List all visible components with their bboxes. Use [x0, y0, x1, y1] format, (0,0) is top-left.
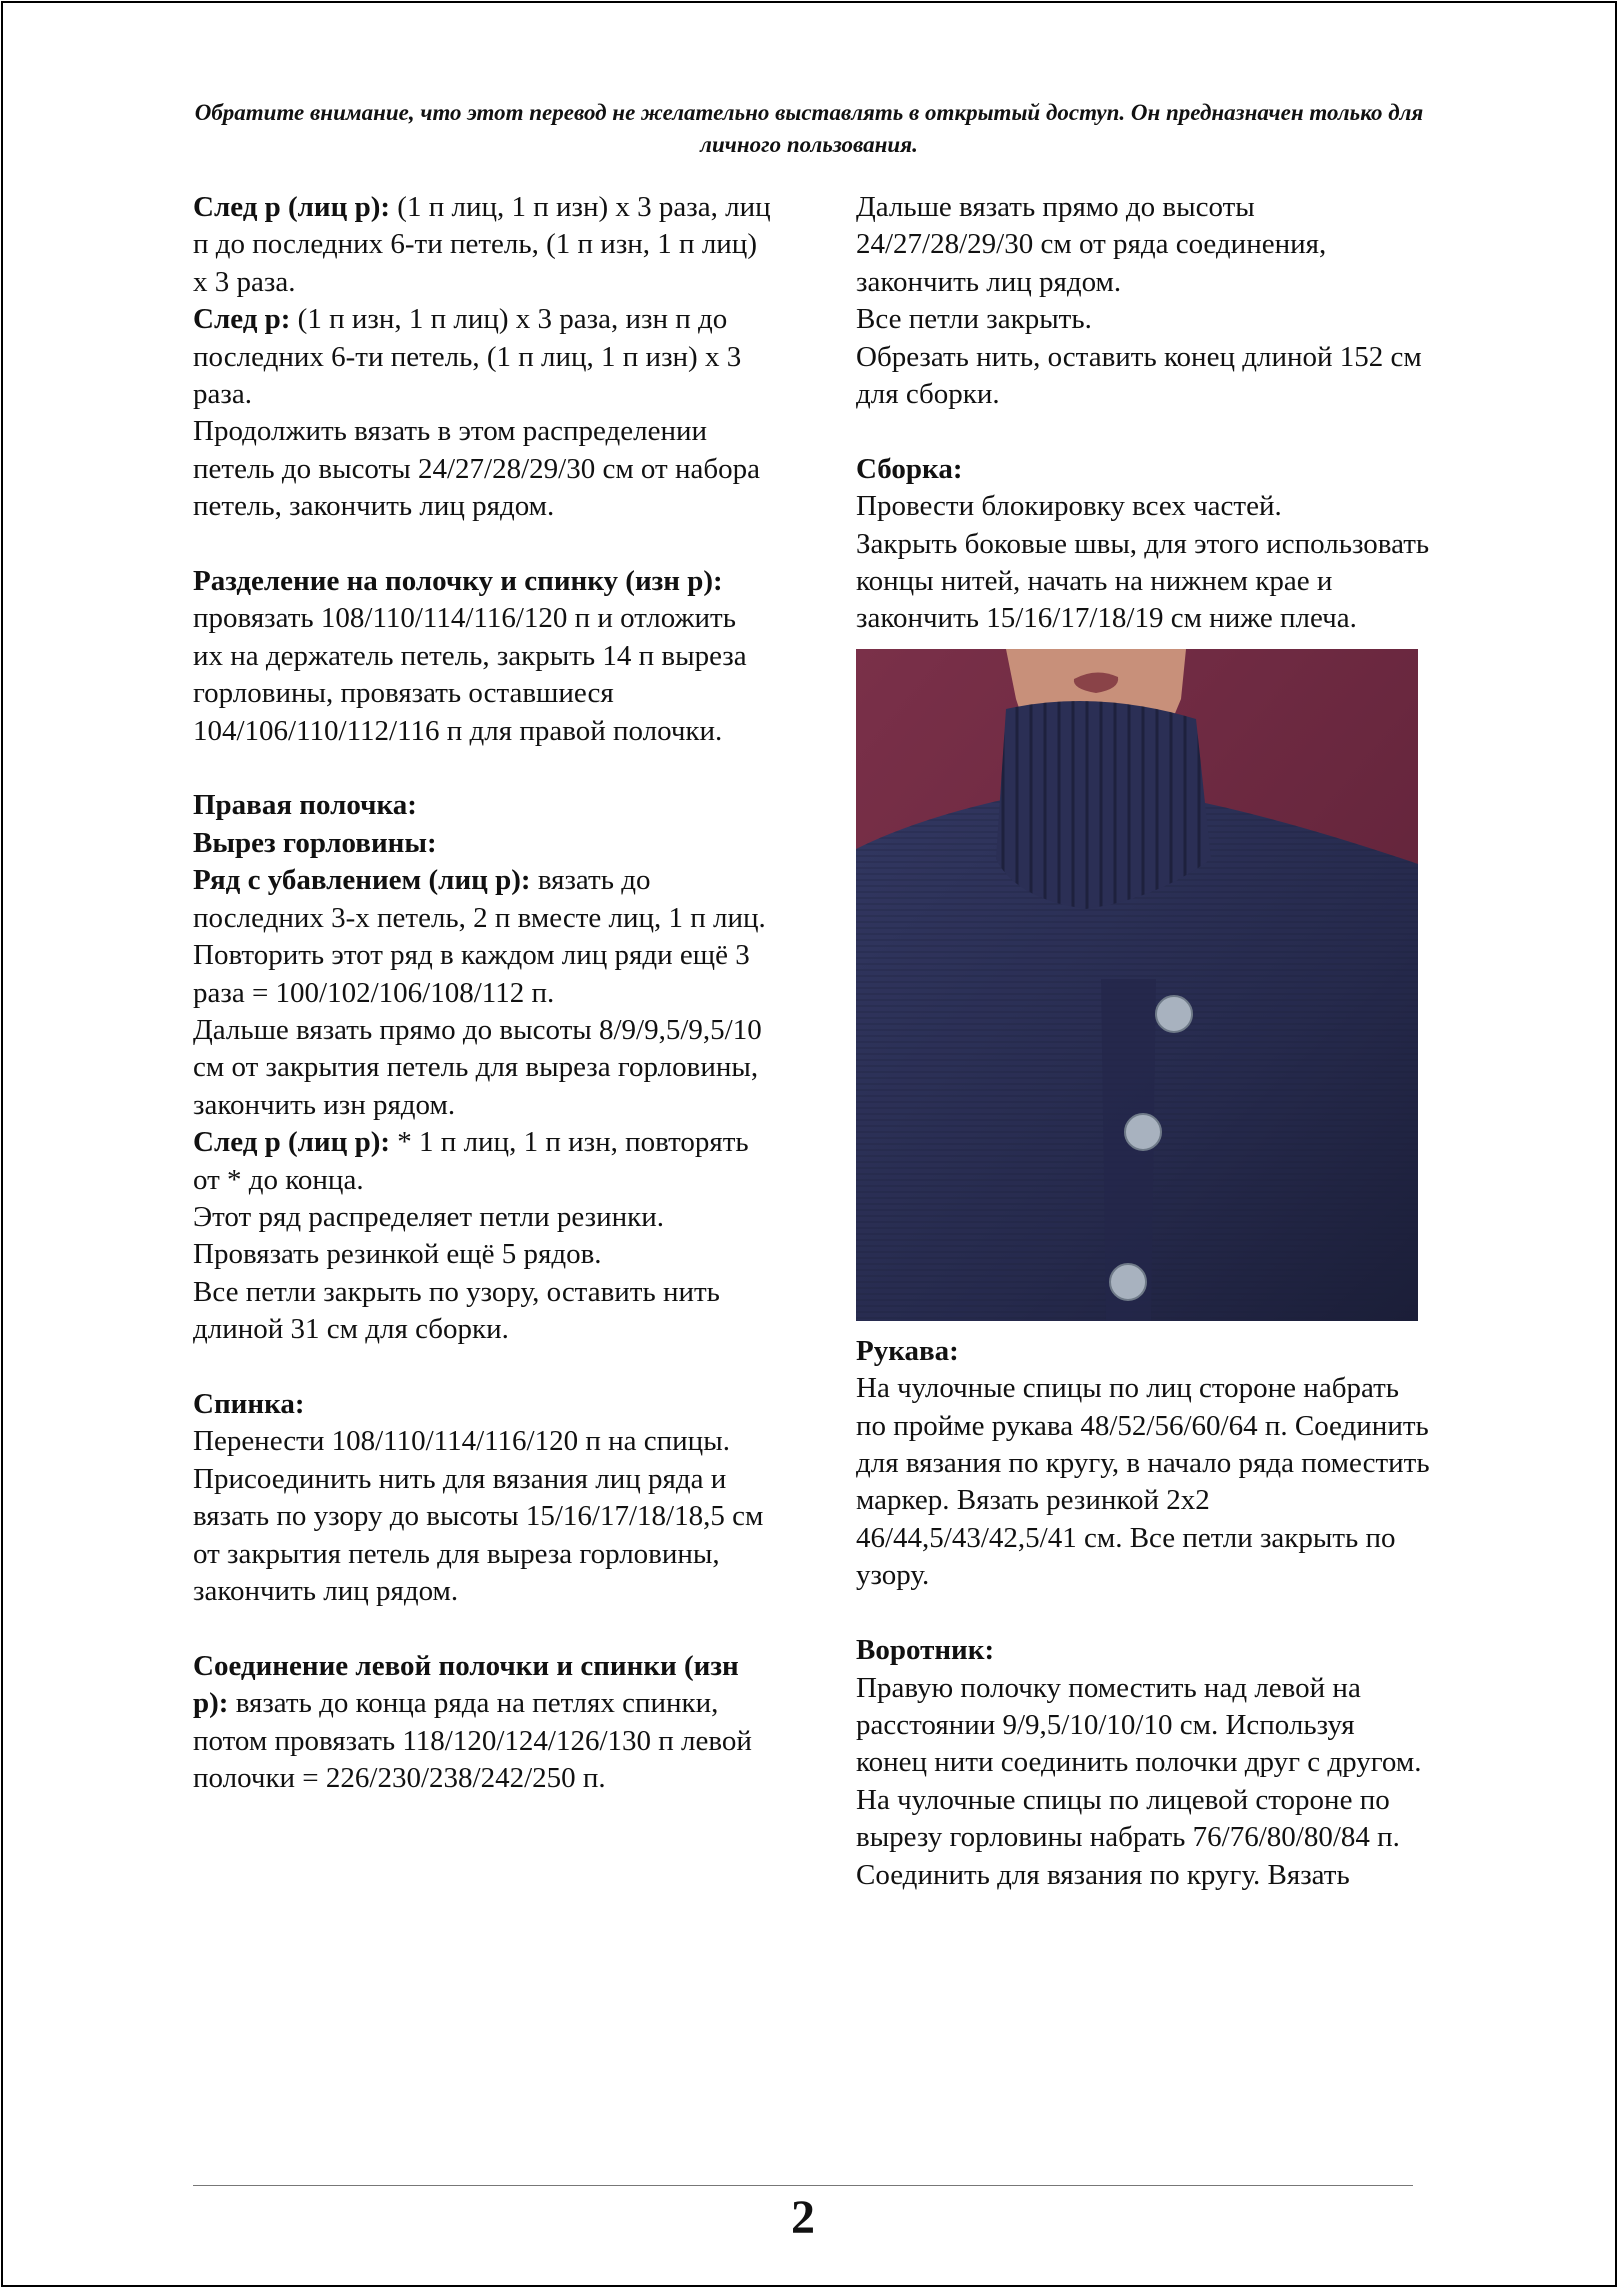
paragraph-blocking: Провести блокировку всех частей. [856, 490, 1282, 523]
paragraph-next-row-rs [193, 189, 773, 301]
paragraph-rib-row [193, 1124, 773, 1199]
left-column [193, 189, 773, 1797]
section-heading: Соединение левой полочки и спинки (изн р): [193, 1649, 739, 1720]
paragraph-rib-distribution: Этот ряд распределяет петли резинки. [193, 1200, 664, 1233]
paragraph-continue: Продолжить вязать в этом распределении петель до высоты 24/27/28/29/30 см от набора петель, закончить лиц рядом. [193, 415, 760, 523]
sweater-photo [856, 649, 1418, 1321]
section-text: вязать до конца ряда на петлях спинки, потом провязать 118/120/124/126/130 п левой полочки = 226/230/238/242/250 п. [193, 1687, 752, 1794]
section-heading: Разделение на полочку и спинку (изн р): [193, 565, 723, 598]
paragraph-cut-yarn: Обрезать нить, оставить конец длиной 152 см для сборки. [856, 340, 1422, 411]
heading-right-front: Правая полочка: [193, 789, 417, 822]
paragraph-sleeves: На чулочные спицы по лиц стороне набрать по пройме рукава 48/52/56/60/64 п. Соединить для вязания по кругу, в начало ряда поместить маркер. Вязать резинкой 2х2 46/44,5/43/42,5/41 см. Все петли закрыть по узору. [856, 1372, 1430, 1592]
paragraph-straight: Дальше вязать прямо до высоты 8/9/9,5/9,5/10 см от закрытия петель для выреза горловины, закончить изн рядом. [193, 1013, 762, 1121]
spacer [193, 526, 773, 563]
paragraph-bind-off: Все петли закрыть по узору, оставить нить длиной 31 см для сборки. [193, 1275, 720, 1346]
row-text: вязать до последних 3-х петель, 2 п вместе лиц, 1 п лиц. [193, 864, 766, 934]
paragraph-next-row [193, 301, 773, 413]
button-3 [1110, 1264, 1146, 1300]
spacer [193, 1610, 773, 1647]
paragraph-side-seams: Закрыть боковые швы, для этого использовать концы нитей, начать на нижнем крае и закончить 15/16/17/18/19 см ниже плеча. [856, 527, 1430, 635]
row-label: След р: [193, 303, 291, 336]
footer-divider [193, 2185, 1413, 2186]
paragraph-collar: Правую полочку поместить над левой на расстоянии 9/9,5/10/10/10 см. Используя конец нити соединить полочки друг с другом. На чулочные спицы по лицевой стороне по вырезу горловины набрать 76/76/80/80/84 п. Соединить для вязания по кругу. Вязать [856, 1671, 1422, 1891]
spacer [856, 413, 1432, 450]
spacer [193, 1349, 773, 1386]
button-1 [1156, 996, 1192, 1032]
paragraph-knit-straight: Дальше вязать прямо до высоты 24/27/28/29/30 см от ряда соединения, закончить лиц рядом. [856, 191, 1327, 298]
row-label: След р (лиц р): [193, 1126, 391, 1159]
collar-rib [996, 701, 1211, 909]
heading-sleeves: Рукава: [856, 1334, 959, 1367]
section-text: провязать 108/110/114/116/120 п и отложить их на держатель петель, закрыть 14 п выреза горловины, провязать оставшиеся 104/106/110/112/116 п для правой полочки. [193, 602, 747, 747]
paragraph-join [193, 1648, 773, 1798]
spacer [193, 750, 773, 787]
right-column [856, 189, 1432, 1894]
paragraph-back: Перенести 108/110/114/116/120 п на спицы. Присоединить нить для вязания лиц ряда и вязать по узору до высоты 15/16/17/18/18,5 см от закрытия петель для выреза горловины, закончить лиц рядом. [193, 1425, 764, 1607]
paragraph-rib-more: Провязать резинкой ещё 5 рядов. [193, 1238, 602, 1271]
row-text: * 1 п лиц, 1 п изн, повторять от * до конца. [193, 1126, 749, 1196]
paragraph-decrease-row [193, 862, 773, 937]
heading-back: Спинка: [193, 1387, 305, 1420]
paragraph-repeat: Повторить этот ряд в каждом лиц ряди ещё 3 раза = 100/102/106/108/112 п. [193, 939, 750, 1009]
row-text: (1 п изн, 1 п лиц) х 3 раза, изн п до последних 6-ти петель, (1 п лиц, 1 п изн) х 3 раза. [193, 303, 742, 411]
spacer [856, 1595, 1432, 1632]
paragraph-division [193, 563, 773, 750]
button-2 [1125, 1114, 1161, 1150]
heading-collar: Воротник: [856, 1634, 995, 1667]
heading-neckline: Вырез горловины: [193, 826, 437, 859]
row-text: (1 п лиц, 1 п изн) х 3 раза, лиц п до последних 6-ти петель, (1 п изн, 1 п лиц) х 3 раза. [193, 191, 771, 298]
paragraph-bind-off-all: Все петли закрыть. [856, 303, 1092, 336]
heading-assembly: Сборка: [856, 452, 963, 485]
row-label: Ряд с убавлением (лиц р): [193, 864, 531, 897]
private-use-notice: Обратите внимание, что этот перевод не желательно выставлять в открытый доступ. Он предназначен только для личного пользования. [194, 100, 1424, 157]
row-label: След р (лиц р): [193, 191, 391, 223]
page-number: 2 [791, 2191, 815, 2244]
